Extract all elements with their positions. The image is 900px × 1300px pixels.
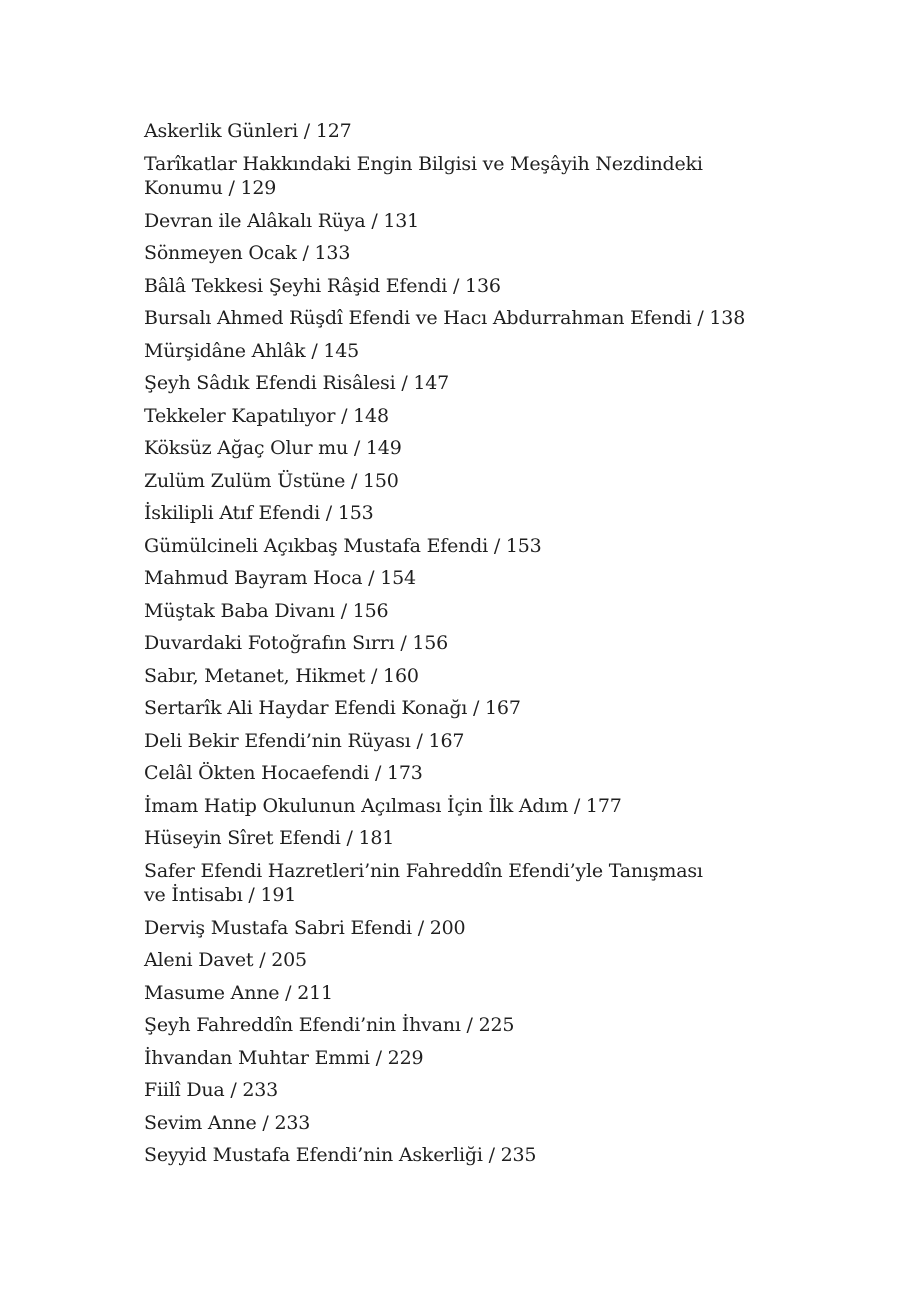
toc-entry: Sertarîk Ali Haydar Efendi Konağı / 167 xyxy=(144,697,521,719)
toc-entry: Askerlik Günleri / 127 xyxy=(144,120,352,142)
toc-entry: Köksüz Ağaç Olur mu / 149 xyxy=(144,437,402,459)
toc-entry: Şeyh Fahreddîn Efendi’nin İhvanı / 225 xyxy=(144,1014,515,1036)
toc-entry: Gümülcineli Açıkbaş Mustafa Efendi / 153 xyxy=(144,534,542,557)
toc-entry: Zulüm Zulüm Üstüne / 150 xyxy=(144,469,399,492)
toc-entry: Tekkeler Kapatılıyor / 148 xyxy=(144,404,389,427)
toc-entry: Duvardaki Fotoğrafın Sırrı / 156 xyxy=(144,632,449,654)
toc-entry: Hüseyin Sîret Efendi / 181 xyxy=(144,827,395,849)
table-of-contents xyxy=(144,119,784,1176)
toc-entry: Tarîkatlar Hakkındaki Engin Bilgisi ve Meşâyih Nezdindeki Konumu / 129 xyxy=(144,152,703,199)
toc-entry: Aleni Davet / 205 xyxy=(144,949,307,971)
toc-entry: Bursalı Ahmed Rüşdî Efendi ve Hacı Abdurrahman Efendi / 138 xyxy=(144,307,746,329)
toc-entry: Mürşidâne Ahlâk / 145 xyxy=(144,339,360,362)
toc-entry: Derviş Mustafa Sabri Efendi / 200 xyxy=(144,916,466,939)
toc-entry: Masume Anne / 211 xyxy=(144,981,333,1004)
toc-entry: Devran ile Alâkalı Rüya / 131 xyxy=(144,209,420,232)
toc-entry: Sevim Anne / 233 xyxy=(144,1111,311,1134)
toc-entry: Fiilî Dua / 233 xyxy=(144,1079,279,1101)
toc-entry: Deli Bekir Efendi’nin Rüyası / 167 xyxy=(144,729,465,752)
toc-entry: İhvandan Muhtar Emmi / 229 xyxy=(144,1046,424,1069)
toc-entry: Sabır, Metanet, Hikmet / 160 xyxy=(144,664,419,687)
toc-entry: İskilipli Atıf Efendi / 153 xyxy=(144,502,374,524)
toc-entry: Safer Efendi Hazretleri’nin Fahreddîn Efendi’yle Tanışması ve İntisabı / 191 xyxy=(144,859,703,906)
toc-entry: Bâlâ Tekkesi Şeyhi Râşid Efendi / 136 xyxy=(144,274,501,297)
toc-entry: Celâl Ökten Hocaefendi / 173 xyxy=(144,762,423,784)
toc-entry: Sönmeyen Ocak / 133 xyxy=(144,242,351,264)
toc-entry: İmam Hatip Okulunun Açılması İçin İlk Adım / 177 xyxy=(144,794,622,817)
toc-entry: Müştak Baba Divanı / 156 xyxy=(144,599,389,622)
toc-entry: Şeyh Sâdık Efendi Risâlesi / 147 xyxy=(144,372,450,394)
toc-entry: Seyyid Mustafa Efendi’nin Askerliği / 235 xyxy=(144,1144,537,1166)
toc-entry: Mahmud Bayram Hoca / 154 xyxy=(144,567,416,589)
